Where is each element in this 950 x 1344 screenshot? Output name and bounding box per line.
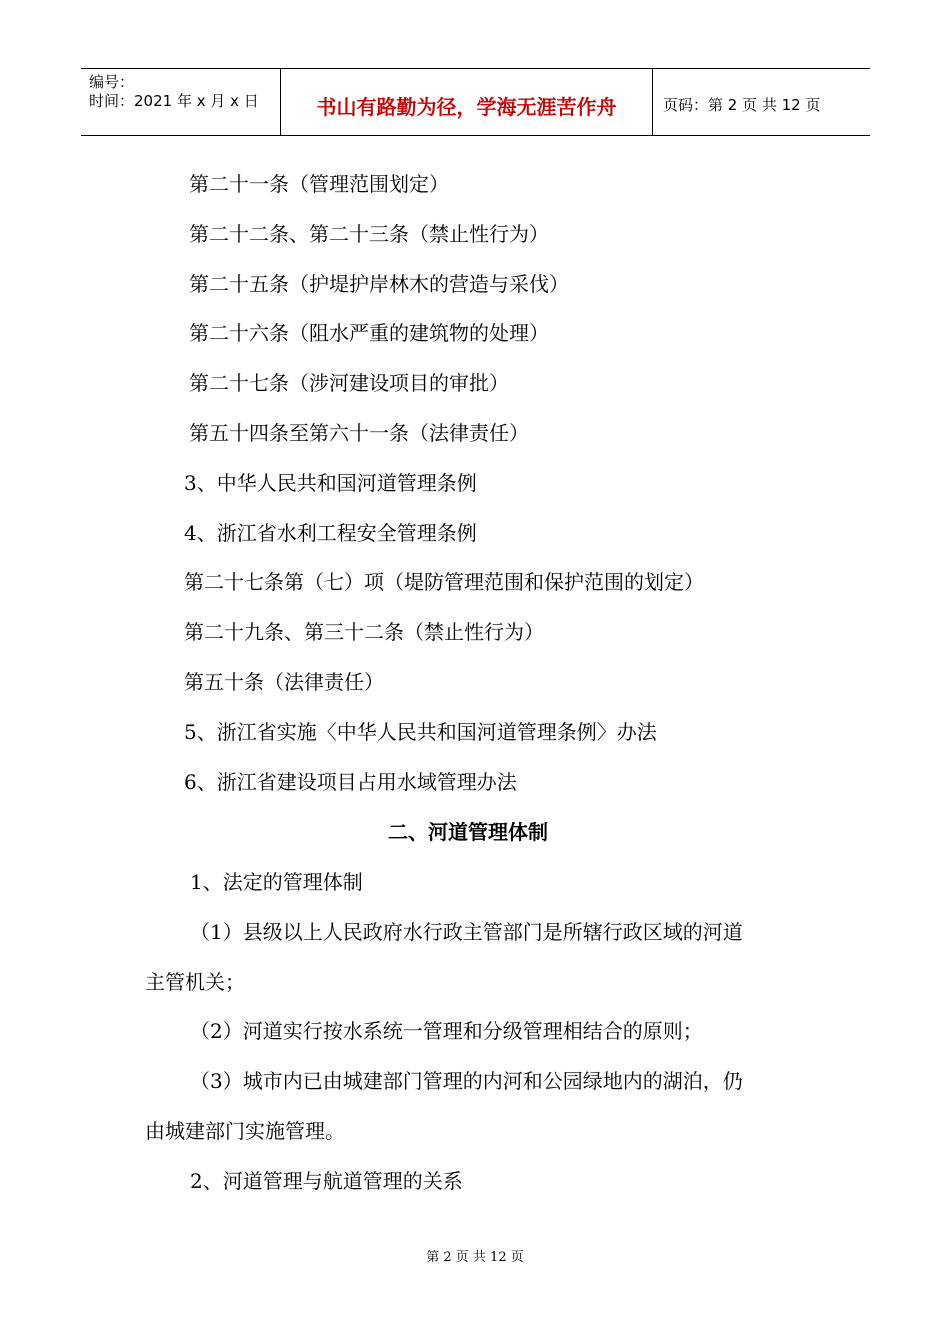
body-line: 第五十四条至第六十一条（法律责任） xyxy=(189,421,529,445)
header-number-label: 编号： xyxy=(89,73,135,91)
body-line: 第二十二条、第二十三条（禁止性行为） xyxy=(189,222,549,246)
page-header xyxy=(81,68,870,136)
page-footer: 第 2 页 共 12 页 xyxy=(426,1250,524,1265)
body-line: 4、浙江省水利工程安全管理条例 xyxy=(184,521,477,545)
body-line: 第二十一条（管理范围划定） xyxy=(189,172,449,196)
body-line: 第二十九条、第三十二条（禁止性行为） xyxy=(184,620,544,644)
header-motto: 书山有路勤为径，学海无涯苦作舟 xyxy=(281,69,653,135)
paragraph: （1）县级以上人民政府水行政主管部门是所辖行政区域的河道 xyxy=(190,920,743,944)
paragraph: （3）城市内已由城建部门管理的内河和公园绿地内的湖泊，仍 xyxy=(190,1069,743,1093)
body-line: 第二十七条第（七）项（堤防管理范围和保护范围的划定） xyxy=(184,570,704,594)
paragraph: 主管机关； xyxy=(145,970,245,994)
section-title: 二、河道管理体制 xyxy=(388,820,548,844)
body-line: 第二十六条（阻水严重的建筑物的处理） xyxy=(189,321,549,345)
header-date-label: 时间：2021 年 x 月 x 日 xyxy=(89,92,259,110)
body-line: 第五十条（法律责任） xyxy=(184,670,384,694)
body-line: 3、中华人民共和国河道管理条例 xyxy=(184,471,477,495)
paragraph: 1、法定的管理体制 xyxy=(190,870,363,894)
body-line: 第二十七条（涉河建设项目的审批） xyxy=(189,371,509,395)
header-meta xyxy=(81,69,281,135)
body-line: 第二十五条（护堤护岸林木的营造与采伐） xyxy=(189,272,569,296)
header-page-info: 页码：第 2 页 共 12 页 xyxy=(663,95,821,114)
paragraph: （2）河道实行按水系统一管理和分级管理相结合的原则； xyxy=(190,1019,703,1043)
paragraph: 由城建部门实施管理。 xyxy=(145,1119,345,1143)
body-line: 6、浙江省建设项目占用水域管理办法 xyxy=(184,770,517,794)
paragraph: 2、河道管理与航道管理的关系 xyxy=(190,1169,463,1193)
body-line: 5、浙江省实施〈中华人民共和国河道管理条例〉办法 xyxy=(184,720,657,744)
